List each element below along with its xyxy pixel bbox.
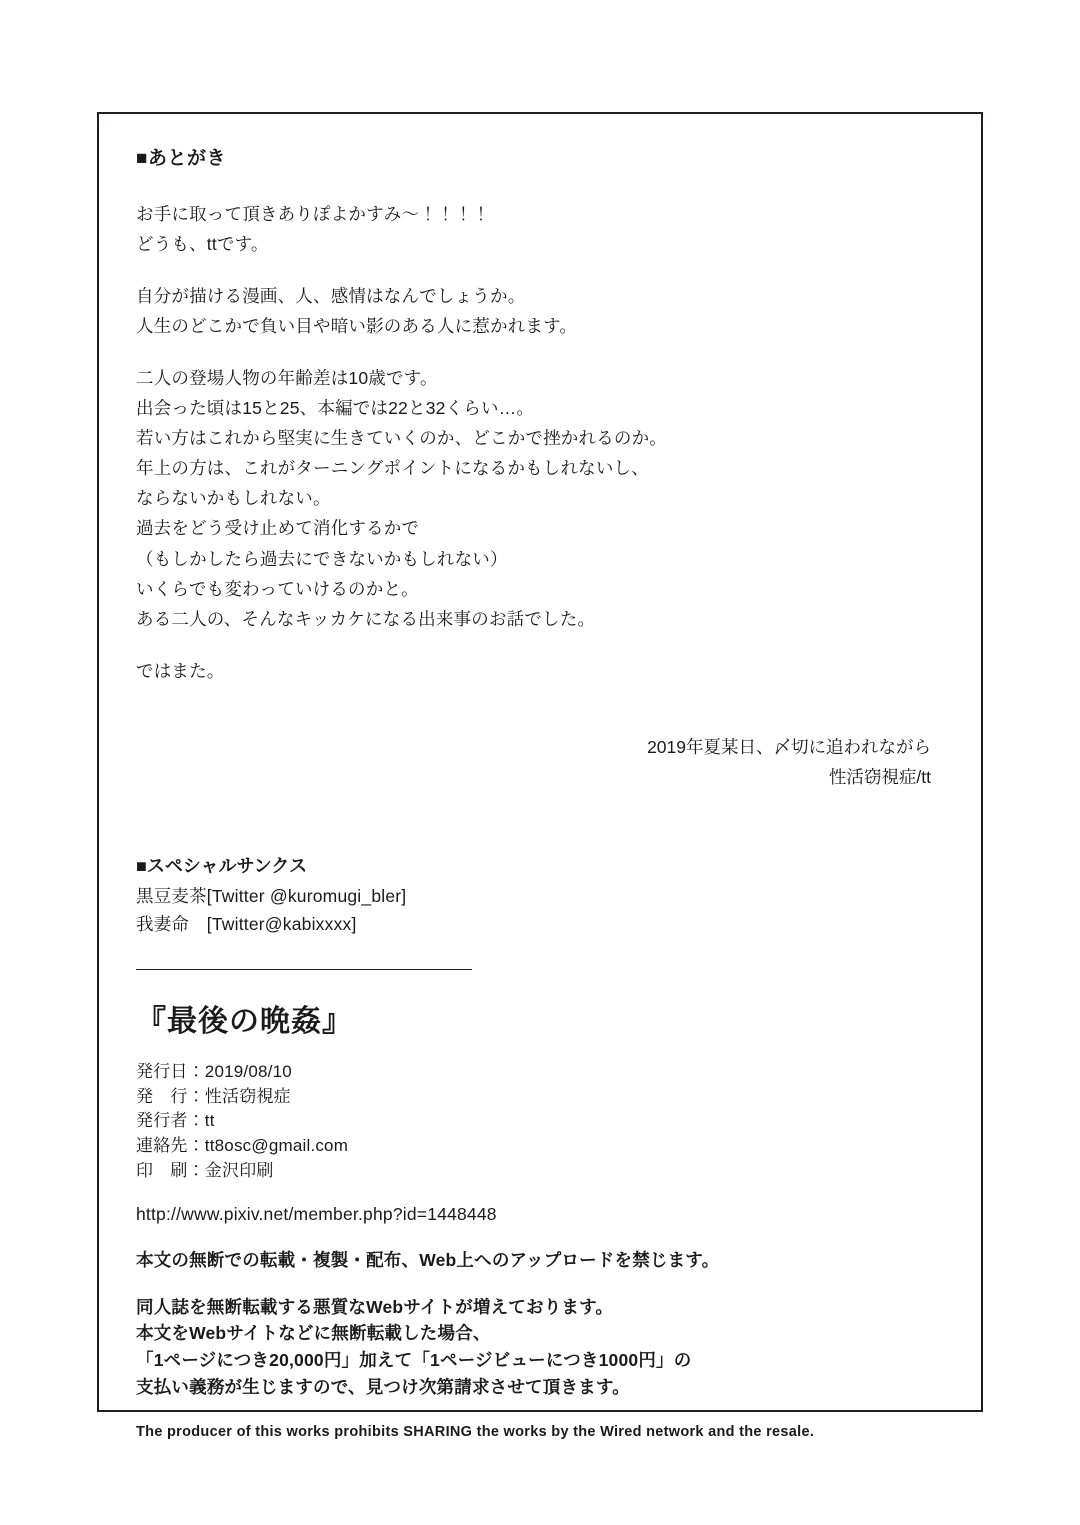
colophon-row-author: 発行者：tt [136, 1111, 215, 1131]
reprint-warning-line: 「1ページにつき20,000円」加えて「1ページビューにつき1000円」の [136, 1350, 692, 1371]
afterword-signature [136, 732, 951, 792]
reprint-warning [136, 1294, 951, 1400]
afterword-line: ある二人の、そんなキッカケになる出来事のお話でした。 [136, 608, 596, 629]
book-title: 『最後の晩姦』 [136, 1003, 353, 1039]
afterword-line: 自分が描ける漫画、人、感情はなんでしょうか。 [136, 285, 526, 306]
copyright-notice: 本文の無断での転載・複製・配布、Web上へのアップロードを禁じます。 [136, 1249, 720, 1270]
special-thanks-entry: 我妻命 [Twitter@kabixxxx] [136, 914, 357, 935]
afterword-line: 過去をどう受け止めて消化するかで [136, 518, 420, 539]
afterword-line: どうも、ttです。 [136, 233, 269, 254]
reprint-warning-line: 支払い義務が生じますので、見つけ次第請求させて頂きます。 [136, 1376, 630, 1397]
afterword-line: ではまた。 [136, 660, 225, 681]
colophon-row-publish-date: 発行日：2019/08/10 [136, 1061, 292, 1081]
afterword-paragraph-3 [136, 363, 951, 634]
afterword-paragraph-1 [136, 199, 951, 259]
divider [136, 969, 472, 970]
colophon-row-printer: 印 刷：金沢印刷 [136, 1161, 274, 1181]
special-thanks-entry: 黒豆麦茶[Twitter @kuromugi_bler] [136, 886, 407, 907]
afterword-line: お手に取って頂きありぽよかすみ～！！！！ [136, 203, 490, 224]
reprint-warning-line: 同人誌を無断転載する悪質なWebサイトが増えております。 [136, 1296, 614, 1317]
afterword-paragraph-4 [136, 656, 951, 686]
afterword-line: （もしかしたら過去にできないかもしれない） [136, 548, 508, 569]
afterword-line: 若い方はこれから堅実に生きていくのか、どこかで挫かれるのか。 [136, 428, 667, 449]
afterword-line: 人生のどこかで負い目や暗い影のある人に惹かれます。 [136, 315, 578, 336]
afterword-heading: ■あとがき [136, 148, 226, 169]
document-page [97, 112, 983, 1441]
colophon-row-publisher: 発 行：性活窃視症 [136, 1086, 291, 1106]
afterword-line: 二人の登場人物の年齢差は10歳です。 [136, 367, 438, 388]
reprint-warning-line: 本文をWebサイトなどに無断転載した場合、 [136, 1323, 491, 1344]
page-content [136, 146, 951, 1440]
afterword-line: 年上の方は、これがターニングポイントになるかもしれないし、 [136, 458, 649, 479]
special-thanks-section [136, 852, 951, 939]
english-notice: The producer of this works prohibits SHARING the works by the Wired network and the resale. [136, 1424, 815, 1441]
signature-author: 性活窃視症/tt [828, 767, 931, 787]
afterword-paragraph-2 [136, 281, 951, 341]
special-thanks-heading: ■スペシャルサンクス [136, 856, 308, 877]
afterword-line: いくらでも変わっていけるのかと。 [136, 578, 419, 599]
colophon-row-contact: 連絡先：tt8osc@gmail.com [136, 1136, 349, 1156]
afterword-line: ならないかもしれない。 [136, 488, 331, 509]
pixiv-url[interactable]: http://www.pixiv.net/member.php?id=1448448 [136, 1203, 497, 1224]
afterword-line: 出会った頃は15と25、本編では22と32くらい…。 [136, 398, 535, 419]
signature-date: 2019年夏某日、〆切に追われながら [647, 736, 931, 757]
colophon-details [136, 1060, 951, 1184]
